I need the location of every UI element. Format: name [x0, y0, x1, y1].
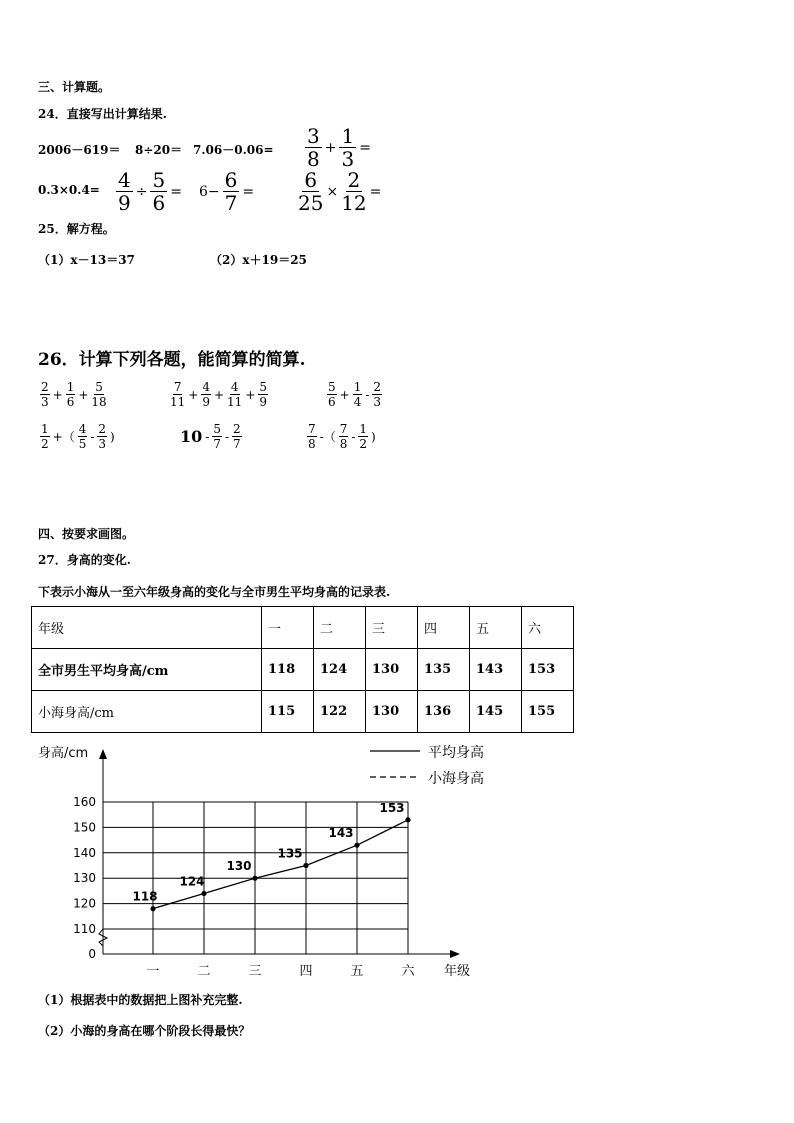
- y-tick-label: 0: [88, 947, 96, 961]
- data-point: [354, 843, 359, 848]
- y-axis-arrow: [99, 749, 107, 759]
- q26-title: 26．计算下列各题，能简算的简算.: [38, 350, 306, 370]
- table-cell: 135: [418, 649, 470, 691]
- data-point: [303, 863, 308, 868]
- q26-expr-5: 10 - $\frac{5}{7}$ - $\frac{2}{7}$: [180, 422, 241, 451]
- data-point: [201, 891, 206, 896]
- height-record-table: [31, 606, 574, 733]
- q24-item-3: 7.06－0.06=: [193, 143, 274, 157]
- table-cell: 130: [366, 649, 418, 691]
- y-axis-label: 身高/cm: [38, 746, 89, 761]
- x-axis-arrow: [450, 950, 460, 958]
- table-header-cell: 五: [470, 607, 522, 649]
- table-cell: 115: [262, 691, 314, 733]
- q26-expr-2: $\frac{7}{11}$ + $\frac{4}{9}$ + $\frac{4}{11}$ + $\frac{5}{9}$: [170, 380, 268, 409]
- height-line-chart: [0, 735, 794, 985]
- data-label: 143: [328, 826, 354, 841]
- data-point: [150, 906, 155, 911]
- table-cell: 124: [314, 649, 366, 691]
- x-axis-label: 年级: [444, 964, 471, 979]
- q26-expr-1: $\frac{2}{3}$ + $\frac{1}{6}$ + $\frac{5}{18}$: [41, 380, 107, 409]
- table-row-label: 小海身高/cm: [32, 691, 262, 733]
- series-line-average: [153, 820, 408, 909]
- q24-fraction-expr-2: $\frac{4}{9}$ ÷ $\frac{5}{6}$ =: [118, 168, 182, 215]
- q26-expr-3: $\frac{5}{6}$ + $\frac{1}{4}$ - $\frac{2}{3}$: [328, 380, 382, 409]
- table-header-cell: 三: [366, 607, 418, 649]
- section-3-heading: 三、计算题。: [38, 80, 111, 94]
- legend-label: 平均身高: [428, 745, 484, 761]
- data-label: 124: [179, 874, 205, 889]
- q24-fraction-expr-4: $\frac{6}{25}$ × $\frac{2}{12}$ =: [298, 168, 382, 215]
- data-label: 153: [379, 800, 405, 815]
- q26-expr-4: $\frac{1}{2}$ +（ $\frac{4}{5}$ - $\frac{2}{3}$ ): [41, 422, 115, 451]
- q24-fraction-expr-1: $\frac{3}{8}$ + $\frac{1}{3}$ =: [307, 124, 371, 171]
- table-cell: 122: [314, 691, 366, 733]
- q27-sub-question-2: （2）小海的身高在哪个阶段长得最快？: [38, 1024, 251, 1038]
- table-header-cell: 六: [522, 607, 574, 649]
- data-label: 130: [226, 859, 252, 874]
- q25-equation-1: （1）x－13＝37: [38, 253, 135, 267]
- section-4-heading: 四、按要求画图。: [38, 527, 135, 541]
- table-row: [32, 649, 574, 691]
- q25-title: 25．解方程。: [38, 222, 115, 236]
- x-tick-label: 一: [146, 964, 160, 979]
- x-tick-label: 六: [401, 964, 415, 979]
- table-header-row: [32, 607, 574, 649]
- q27-title: 27．身高的变化.: [38, 553, 131, 567]
- table-cell: 143: [470, 649, 522, 691]
- q27-intro: 下表示小海从一至六年级身高的变化与全市男生平均身高的记录表.: [38, 585, 391, 599]
- table-row: [32, 691, 574, 733]
- y-tick-label: 130: [73, 871, 96, 886]
- q24-item-1: 2006－619＝: [38, 143, 121, 157]
- table-row-label: 全市男生平均身高/cm: [32, 649, 262, 691]
- x-tick-label: 五: [350, 964, 364, 979]
- fraction: $\frac{3}{8}$: [307, 124, 320, 171]
- x-tick-label: 三: [248, 964, 262, 979]
- table-cell: 118: [262, 649, 314, 691]
- data-label: 135: [277, 846, 303, 861]
- y-tick-label: 140: [73, 845, 96, 860]
- table-cell: 153: [522, 649, 574, 691]
- y-tick-label: 120: [73, 896, 96, 911]
- table-header-cell: 一: [262, 607, 314, 649]
- q27-sub-question-1: （1）根据表中的数据把上图补充完整.: [38, 993, 243, 1007]
- q26-expr-6: $\frac{7}{8}$ -（ $\frac{7}{8}$ - $\frac{1}{2}$ ): [308, 422, 376, 451]
- q24-fraction-expr-3: 6− $\frac{6}{7}$ =: [199, 168, 255, 215]
- x-tick-label: 二: [197, 964, 211, 979]
- x-tick-label: 四: [299, 964, 313, 979]
- table-header-cell: 二: [314, 607, 366, 649]
- q24-title: 24．直接写出计算结果.: [38, 107, 167, 121]
- table-cell: 130: [366, 691, 418, 733]
- legend-label: 小海身高: [428, 771, 484, 787]
- q24-item-2: 8÷20＝: [135, 143, 183, 157]
- fraction: $\frac{1}{3}$: [341, 124, 355, 171]
- data-label: 118: [132, 889, 158, 904]
- q25-equation-2: （2）x＋19＝25: [210, 253, 307, 267]
- table-cell: 155: [522, 691, 574, 733]
- y-tick-label: 110: [73, 922, 96, 936]
- table-cell: 145: [470, 691, 522, 733]
- data-point: [252, 876, 257, 881]
- y-tick-label: 160: [73, 795, 96, 809]
- table-header-cell: 四: [418, 607, 470, 649]
- table-header-cell: 年级: [32, 607, 262, 649]
- data-point: [405, 817, 410, 822]
- q24-item-4: 0.3×0.4=: [38, 183, 100, 197]
- y-tick-label: 150: [73, 820, 96, 835]
- table-cell: 136: [418, 691, 470, 733]
